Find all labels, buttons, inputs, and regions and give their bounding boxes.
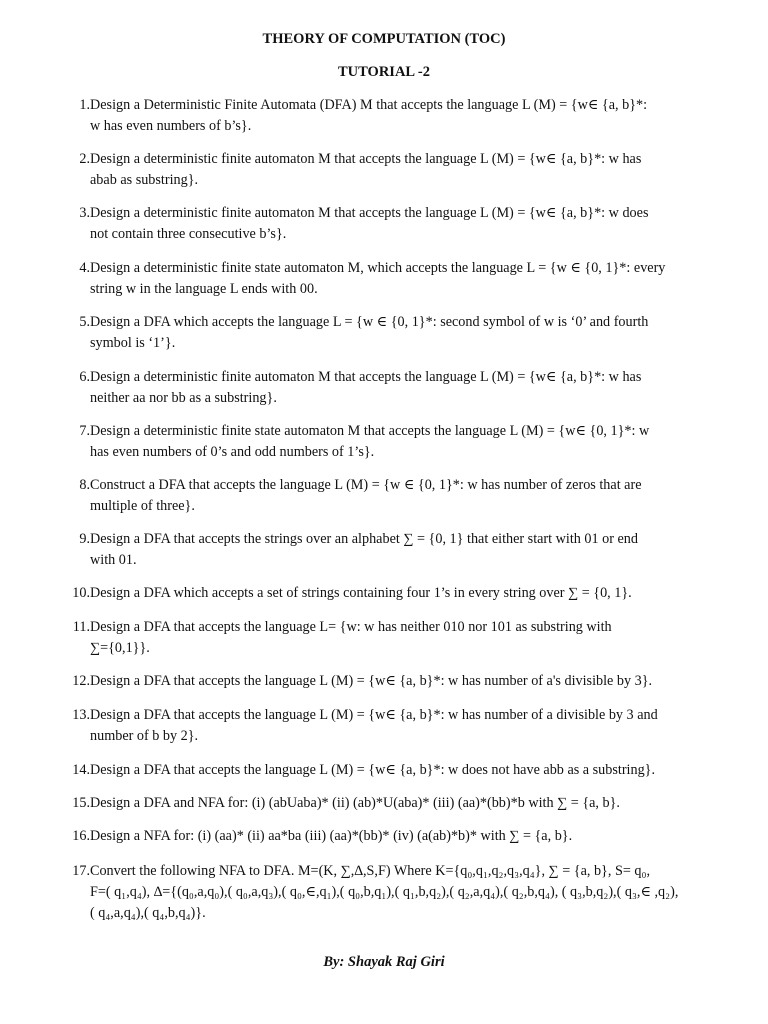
page-title: THEORY OF COMPUTATION (TOC)	[262, 31, 506, 47]
question-number: 6.	[79, 369, 90, 385]
question-number: 14.	[72, 762, 90, 778]
question-text: Design a DFA which accepts a set of strings containing four 1’s in every string over ∑ = {0, 1}.	[90, 585, 632, 601]
question-number: 9.	[79, 531, 90, 547]
question-number: 10.	[72, 585, 90, 601]
page-subtitle: TUTORIAL -2	[338, 64, 430, 80]
question-text: Design a DFA which accepts the language L = {w ∈ {0, 1}*: second symbol of w is ‘0’ and fourth symbol is ‘1’}.	[90, 314, 649, 351]
question-number: 15.	[72, 795, 90, 811]
author-credit: By: Shayak Raj Giri	[323, 954, 445, 970]
question-number: 2.	[79, 151, 90, 167]
question-text: Design a deterministic finite state automaton M that accepts the language L (M) = {w∈ {0, 1}*: w has even numbers of 0’s and odd numbers of 1’s}.	[90, 423, 650, 460]
question-text: Design a deterministic finite automaton M that accepts the language L (M) = {w∈ {a, b}*: w has abab as substring}.	[90, 151, 642, 188]
question-number: 3.	[79, 205, 90, 221]
question-text: Design a deterministic finite automaton M that accepts the language L (M) = {w∈ {a, b}*: w does not contain three consecutive b’s}.	[90, 205, 649, 242]
question-text: Design a deterministic finite automaton M that accepts the language L (M) = {w∈ {a, b}*: w has neither aa nor bb as a substring}.	[90, 369, 642, 406]
question-number: 16.	[72, 828, 90, 844]
question-text: Construct a DFA that accepts the language L (M) = {w ∈ {0, 1}*: w has number of zeros that are multiple of three}.	[90, 477, 642, 514]
question-number: 12.	[72, 673, 90, 689]
question-number: 1.	[79, 97, 90, 113]
question-text: Design a Deterministic Finite Automata (DFA) M that accepts the language L (M) = {w∈ {a, b}*: w has even numbers of b’s}.	[90, 97, 648, 134]
question-text: Design a deterministic finite state automaton M, which accepts the language L = {w ∈ {0, 1}*: every string w in the language L ends with 00.	[90, 260, 666, 297]
question-text: Design a DFA that accepts the language L (M) = {w∈ {a, b}*: w has number of a's divisible by 3}.	[90, 673, 653, 689]
question-text: Design a DFA that accepts the language L= {w: w has neither 010 nor 101 as substring with ∑={0,1}}.	[90, 619, 612, 656]
question-text: Design a NFA for: (i) (aa)* (ii) aa*ba (iii) (aa)*(bb)* (iv) (a(ab)*b)* with ∑ = {a, b}.	[90, 828, 573, 844]
question-number: 4.	[79, 260, 90, 276]
question-text: Design a DFA that accepts the language L (M) = {w∈ {a, b}*: w does not have abb as a substring}.	[90, 762, 656, 778]
question-number: 5.	[79, 314, 90, 330]
question-number: 8.	[79, 477, 90, 493]
question-number: 13.	[72, 707, 90, 723]
question-number: 17.	[72, 863, 90, 879]
question-number: 7.	[79, 423, 90, 439]
question-text: Design a DFA and NFA for: (i) (abUaba)* (ii) (ab)*U(aba)* (iii) (aa)*(bb)*b with ∑ = {a, b}.	[90, 795, 620, 811]
question-text: Convert the following NFA to DFA. M=(K, ∑,∆,S,F) Where K={q₀,q₁,q₂,q₃,q₄}, ∑ = {a, b}, S= q₀, F=( q₁,q₄), ∆={(q₀,a,q₀),( q₀,a,q₃),( q₀,∈,q₁),( q₀,b,q₁),( q₁,b,q₂),( q₂,a,q₄),( q₂,b,q₄), ( q₃,b,q₂),( q₃,∈ ,q₂), ( q₄,a,q₄),( q₄,b,q₄)}.	[90, 863, 679, 921]
question-text: Design a DFA that accepts the language L (M) = {w∈ {a, b}*: w has number of a divisible by 3 and number of b by 2}.	[90, 707, 658, 744]
question-text: Design a DFA that accepts the strings over an alphabet ∑ = {0, 1} that either start with 01 or end with 01.	[90, 531, 638, 568]
question-number: 11.	[72, 619, 90, 635]
